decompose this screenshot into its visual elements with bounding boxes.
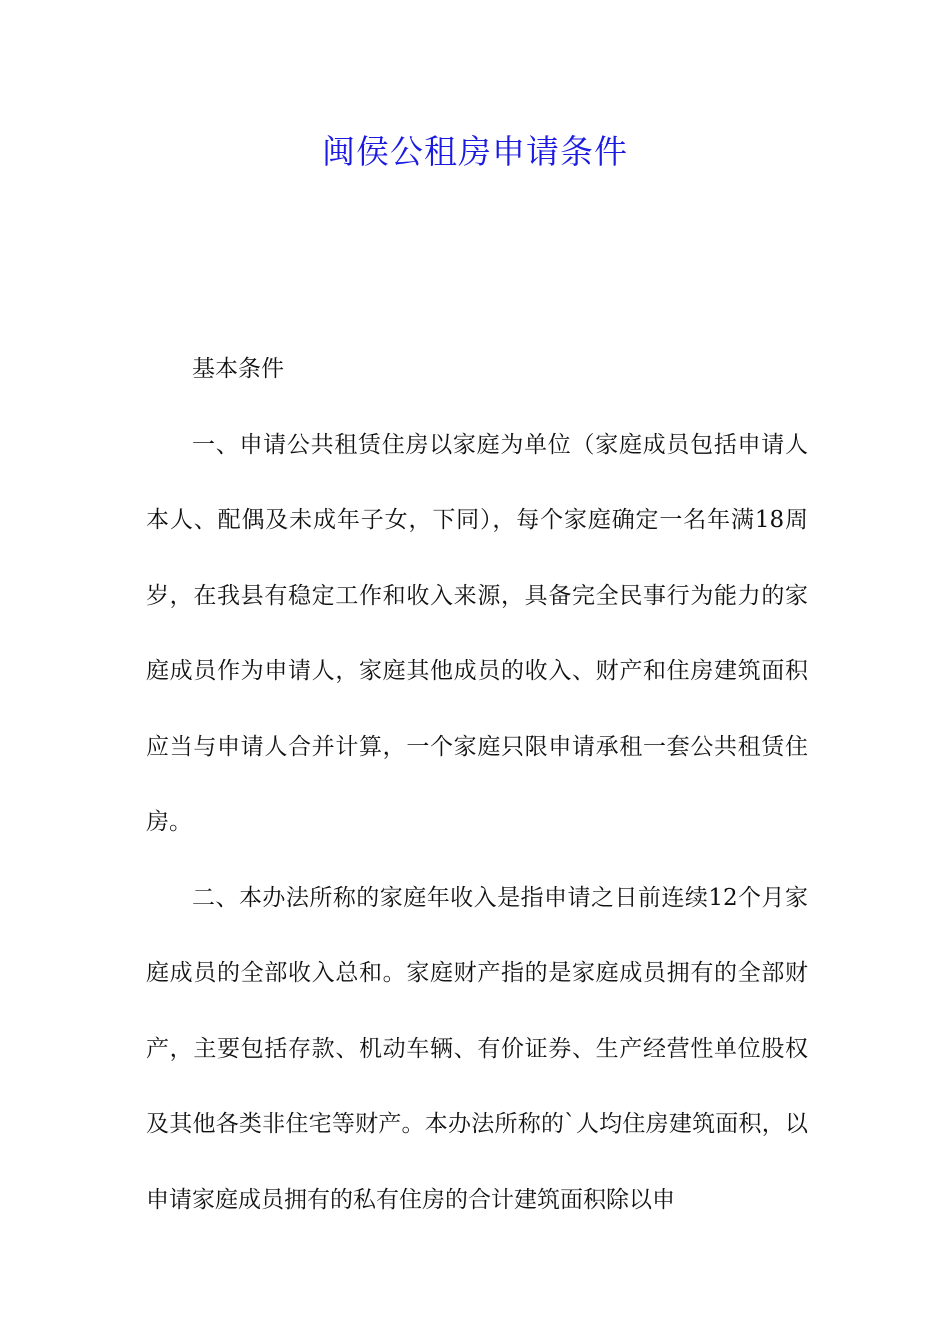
document-body — [146, 332, 808, 1238]
paragraph-1: 一、申请公共租赁住房以家庭为单位（家庭成员包括申请人本人、配偶及未成年子女，下同），每个家庭确定一名年满18周岁，在我县有稳定工作和收入来源，具备完全民事行为能力的家庭成员作为申请人，家庭其他成员的收入、财产和住房建筑面积应当与申请人合并计算，一个家庭只限申请承租一套公共租赁住房。 — [146, 431, 808, 835]
paragraph-2: 二、本办法所称的家庭年收入是指申请之日前连续12个月家庭成员的全部收入总和。家庭财产指的是家庭成员拥有的全部财产，主要包括存款、机动车辆、有价证券、生产经营性单位股权及其他各类非住宅等财产。本办法所称的`人均住房建筑面积，以申请家庭成员拥有的私有住房的合计建筑面积除以申 — [146, 884, 808, 1213]
document-title: 闽侯公租房申请条件 — [322, 132, 628, 171]
section-heading: 基本条件 — [192, 356, 284, 382]
